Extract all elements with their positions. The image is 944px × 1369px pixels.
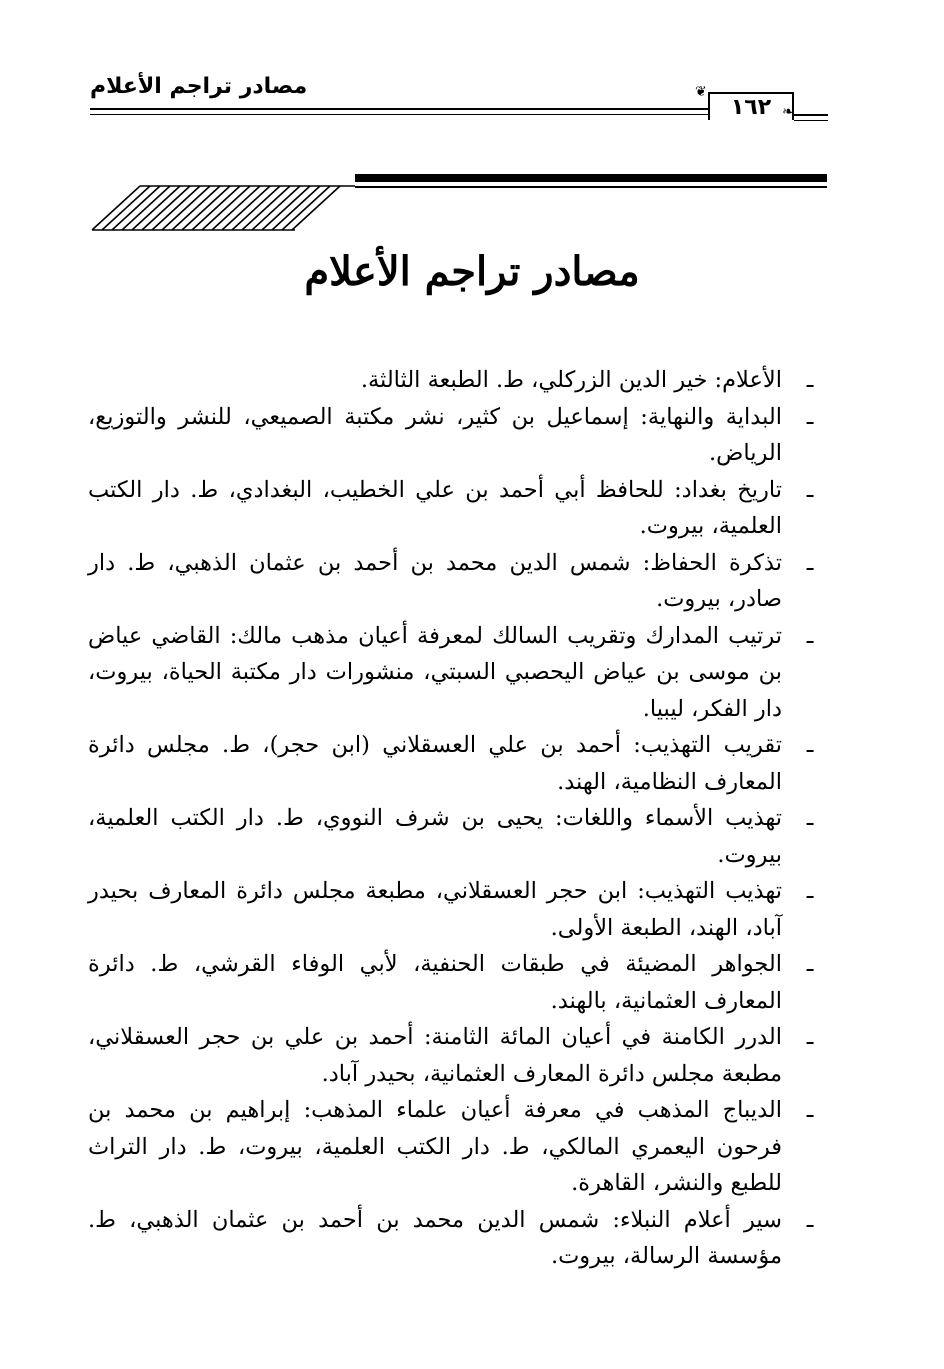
- banner-thin-rule: [355, 186, 827, 188]
- list-item: [88, 1092, 830, 1202]
- ornament-flourish-icon: ❦: [695, 84, 707, 100]
- entry-text: تقريب التهذيب: أحمد بن علي العسقلاني (ابن حجر)، ط. مجلس دائرة المعارف النظامية، الهند.: [88, 732, 782, 795]
- running-header-title: مصادر تراجم الأعلام: [90, 74, 308, 99]
- bullet-dash: ـ: [806, 1206, 814, 1233]
- list-item: [88, 472, 830, 545]
- chapter-title: مصادر تراجم الأعلام: [304, 248, 640, 295]
- list-item: [88, 1019, 830, 1092]
- entry-text: تذكرة الحفاظ: شمس الدين محمد بن أحمد بن عثمان الذهبي، ط. دار صادر، بيروت.: [88, 549, 782, 612]
- bullet-dash: ـ: [806, 878, 814, 904]
- bullet-dash: ـ: [806, 622, 814, 649]
- entry-text: الجواهر المضيئة في طبقات الحنفية، لأبي الوفاء القرشي، ط. دائرة المعارف العثمانية، بالهند.: [88, 951, 782, 1014]
- list-item: [88, 946, 830, 1019]
- list-item: [88, 727, 830, 800]
- list-item: [88, 618, 830, 728]
- entry-text: سير أعلام النبلاء: شمس الدين محمد بن أحمد بن عثمان الذهبي، ط. مؤسسة الرسالة، بيروت.: [88, 1206, 782, 1269]
- bullet-dash: ـ: [806, 1097, 814, 1123]
- chapter-banner: [0, 0, 944, 260]
- list-item: [88, 362, 830, 399]
- bullet-dash: ـ: [806, 403, 814, 430]
- bullet-dash: ـ: [806, 476, 814, 503]
- page-number: ١٦٢: [708, 92, 794, 120]
- bullet-dash: ـ: [806, 549, 814, 576]
- bullet-dash: ـ: [806, 805, 814, 831]
- entry-text: الأعلام: خير الدين الزركلي، ط. الطبعة الثالثة.: [360, 367, 782, 393]
- banner-thick-rule: [355, 174, 827, 182]
- list-item: [88, 1202, 830, 1275]
- bullet-dash: ـ: [806, 732, 814, 758]
- bullet-dash: ـ: [806, 367, 814, 393]
- entry-text: تاريخ بغداد: للحافظ أبي أحمد بن علي الخطيب، البغدادي، ط. دار الكتب العلمية، بيروت.: [88, 476, 782, 539]
- list-item: [88, 873, 830, 946]
- entry-text: الدرر الكامنة في أعيان المائة الثامنة: أحمد بن علي بن حجر العسقلاني، مطبعة مجلس دائرة المعارف العثمانية، بحيدر آباد.: [88, 1024, 782, 1087]
- entry-text: ترتيب المدارك وتقريب السالك لمعرفة أعيان مذهب مالك: القاضي عياض بن موسى بن عياض اليحصبي السبتي، منشورات دار مكتبة الحياة، بيروت، دار الفكر، ليبيا.: [88, 622, 782, 722]
- entry-text: البداية والنهاية: إسماعيل بن كثير، نشر مكتبة الصميعي، للنشر والتوزيع، الرياض.: [88, 403, 782, 466]
- list-item: [88, 399, 830, 472]
- ornament-leaf-icon: ❧: [782, 104, 794, 120]
- banner-hatching: [92, 186, 340, 230]
- bullet-dash: ـ: [806, 951, 814, 977]
- bibliography-list: [88, 362, 830, 1275]
- list-item: [88, 545, 830, 618]
- entry-text: تهذيب الأسماء واللغات: يحيى بن شرف النووي، ط. دار الكتب العلمية، بيروت.: [88, 805, 782, 868]
- entry-text: تهذيب التهذيب: ابن حجر العسقلاني، مطبعة مجلس دائرة المعارف بحيدر آباد، الهند، الطبعة الأولى.: [88, 878, 782, 941]
- bullet-dash: ـ: [806, 1024, 814, 1050]
- entry-text: الديباج المذهب في معرفة أعيان علماء المذهب: إبراهيم بن محمد بن فرحون اليعمري المالكي، ط. دار الكتب العلمية، بيروت، ط. دار التراث للطبع والنشر، القاهرة.: [88, 1097, 782, 1196]
- list-item: [88, 800, 830, 873]
